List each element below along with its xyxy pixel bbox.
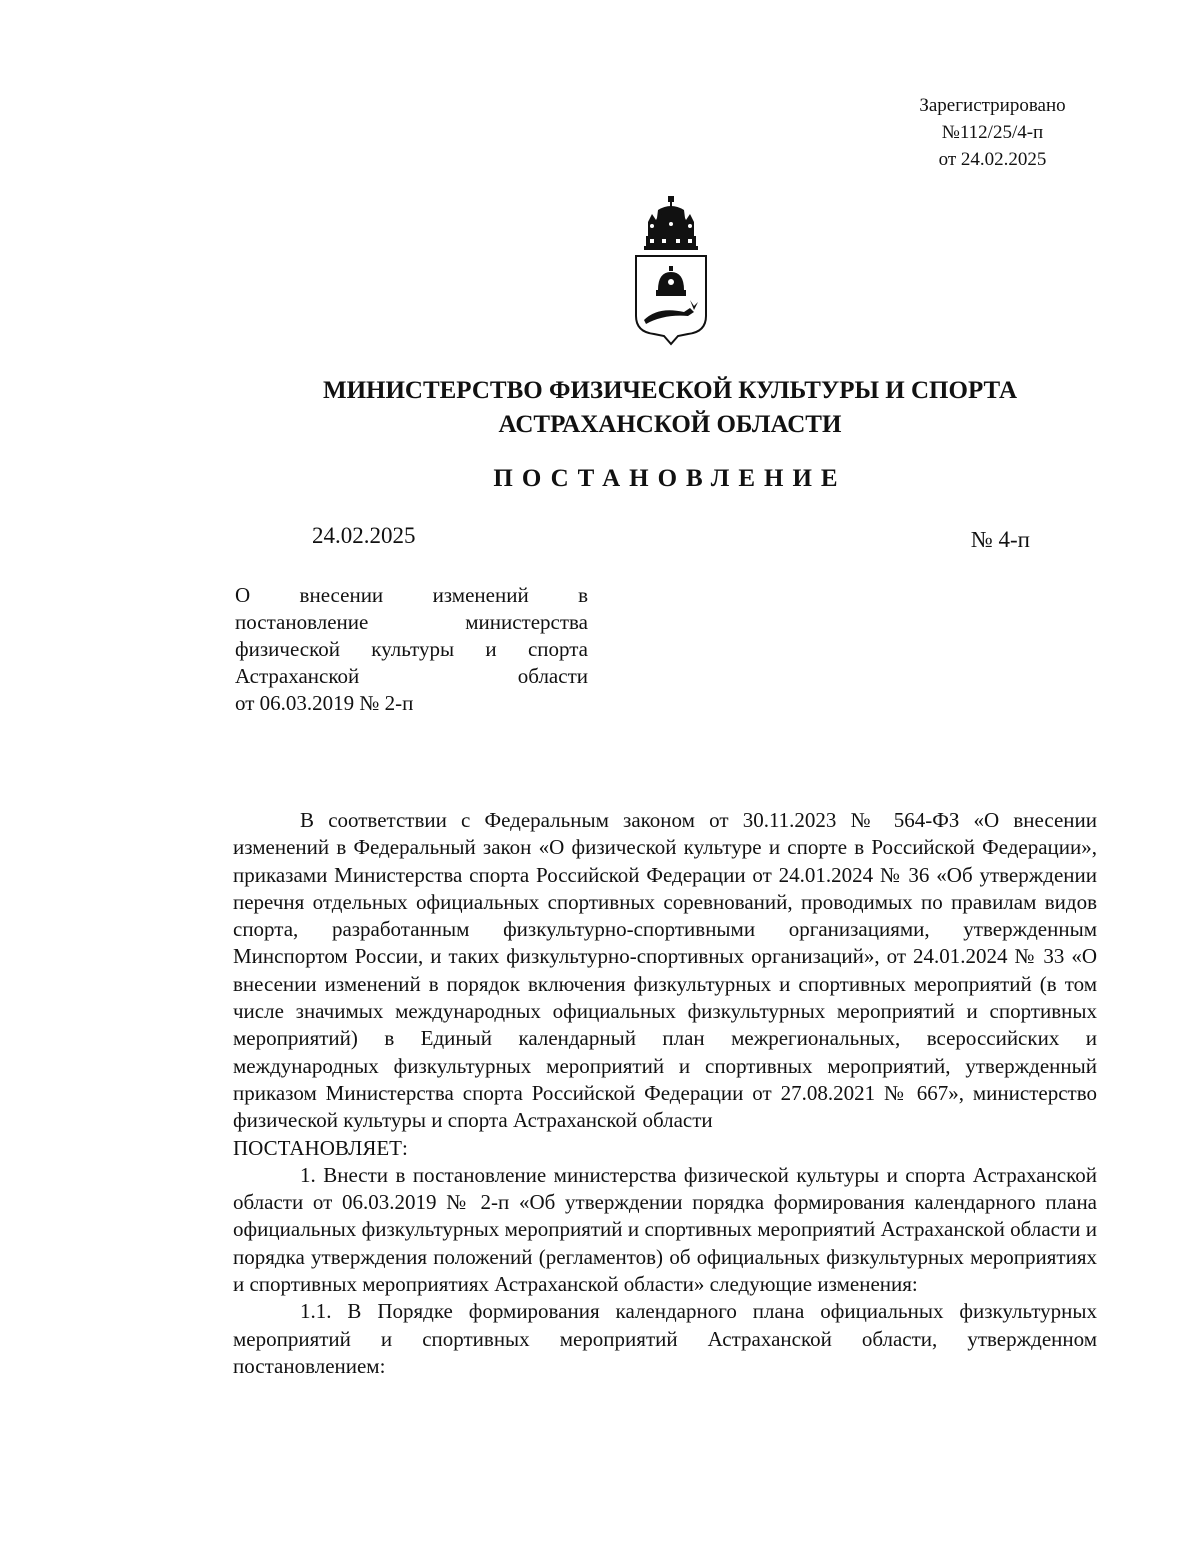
document-date: 24.02.2025 — [312, 523, 416, 548]
registration-stamp — [880, 92, 1105, 173]
subject-line: О внесении изменений в — [235, 583, 588, 607]
subject-line: физической культуры и спорта — [235, 637, 588, 661]
document-body — [233, 807, 1097, 1380]
registration-date: от 24.02.2025 — [938, 149, 1047, 170]
item-1-paragraph: 1. Внести в постановление министерства физической культуры и спорта Астраханской области от 06.03.2019 № 2-п «Об утверждении порядка формирования календарного плана официальных физкультурных мероприятий и спортивных мероприятий Астраханской области и порядка утверждения положений (регламентов) об официальных физкультурных мероприятиях и спортивных мероприятиях Астраханской области» следующие изменения: — [233, 1162, 1097, 1297]
registration-label: Зарегистрировано — [919, 95, 1066, 116]
subject-line: от 06.03.2019 № 2-п — [235, 691, 414, 715]
ministry-name-line1: МИНИСТЕРСТВО ФИЗИЧЕСКОЙ КУЛЬТУРЫ И СПОРТА — [322, 377, 1018, 404]
resolves-heading: ПОСТАНОВЛЯЕТ: — [233, 1135, 408, 1160]
ministry-name — [0, 374, 1200, 442]
coat-of-arms-icon — [628, 196, 714, 346]
document-number: № 4-п — [970, 527, 1030, 552]
preamble-paragraph: В соответствии с Федеральным законом от 30.11.2023 № 564-ФЗ «О внесении изменений в Федеральный закон «О физической культуре и спорте в Российской Федерации», приказами Министерства спорта Российской Федерации от 24.01.2024 № 36 «Об утверждении перечня отдельных официальных спортивных соревнований, проводимых по правилам видов спорта, разработанным физкультурно-спортивными организациями, утвержденным Минспортом России, и таких физкультурно-спортивных организаций», от 24.01.2024 № 33 «О внесении изменений в порядок включения физкультурных и спортивных мероприятий (в том числе значимых международных официальных физкультурных мероприятий и спортивных мероприятий) в Единый календарный план межрегиональных, всероссийских и международных физкультурных мероприятий и спортивных мероприятий, утвержденный приказом Министерства спорта Российской Федерации от 27.08.2021 № 667», министерство физической культуры и спорта Астраханской области — [233, 808, 1097, 1133]
document-type: ПОСТАНОВЛЕНИЕ — [493, 465, 847, 492]
item-1-1-paragraph: 1.1. В Порядке формирования календарного плана официальных физкультурных мероприятий и спортивных мероприятий Астраханской области, утвержденном постановлением: — [233, 1299, 1097, 1378]
document-subject — [235, 582, 588, 717]
registration-number: №112/25/4-п — [941, 122, 1044, 143]
subject-line: Астраханской области — [235, 664, 588, 688]
ministry-name-line2: АСТРАХАНСКОЙ ОБЛАСТИ — [498, 411, 842, 438]
subject-line: постановление министерства — [235, 610, 588, 634]
